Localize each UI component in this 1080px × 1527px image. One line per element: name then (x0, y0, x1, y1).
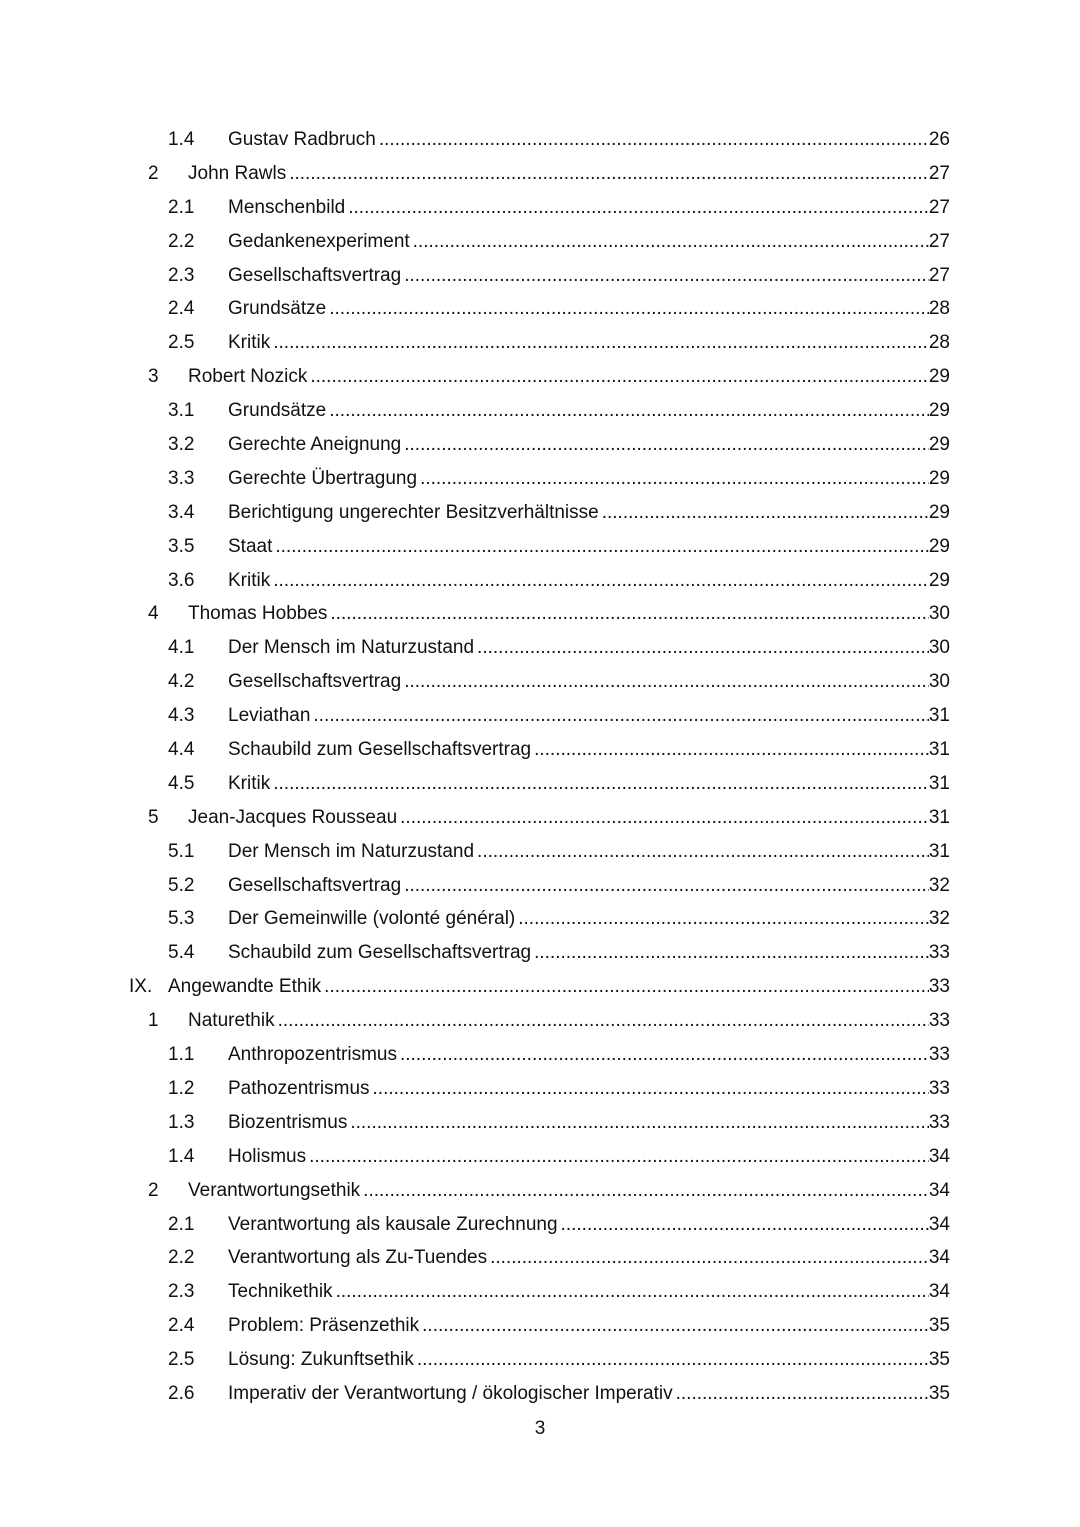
toc-dot-leader (329, 292, 929, 326)
toc-entry-title: Thomas Hobbes (188, 603, 328, 625)
toc-entry-number: 5.3 (168, 908, 195, 930)
toc-entry-line (228, 699, 950, 733)
toc-entry (0, 902, 1080, 936)
toc-entry-line (228, 665, 950, 699)
toc-entry-page: 35 (928, 1315, 950, 1337)
toc-entry-page: 26 (928, 129, 950, 150)
toc-entry-page: 29 (928, 535, 950, 557)
toc-entry-title: Kritik (228, 569, 271, 591)
toc-entry-number: 1.4 (168, 1145, 195, 1167)
toc-entry (0, 1004, 1080, 1038)
toc-dot-leader (273, 326, 929, 360)
toc-entry-line (228, 1343, 950, 1377)
toc-entry-number: 4.3 (168, 705, 195, 727)
toc-entry-number: 4.1 (168, 637, 195, 659)
toc-entry-number: 2.5 (168, 332, 195, 354)
toc-dot-leader (310, 360, 929, 394)
toc-entry-page: 31 (928, 705, 950, 727)
toc-entry-title: Problem: Präsenzethik (228, 1315, 420, 1337)
toc-dot-leader (404, 665, 929, 699)
toc-entry-line (228, 1072, 950, 1106)
toc-entry-line (228, 1038, 950, 1072)
toc-entry-number: 3.1 (168, 400, 195, 422)
toc-entry-title: Imperativ der Verantwortung / ökologischer Imperativ (228, 1382, 673, 1404)
toc-entry-line (228, 1275, 950, 1309)
toc-dot-leader (404, 428, 929, 462)
toc-entry-line (228, 1377, 950, 1411)
toc-entry-title: Biozentrismus (228, 1111, 348, 1133)
toc-entry-number: 3.4 (168, 501, 195, 523)
toc-entry (0, 733, 1080, 767)
toc-entry-title: Grundsätze (228, 400, 327, 422)
toc-entry-title: Jean-Jacques Rousseau (188, 806, 398, 828)
toc-entry-line (228, 631, 950, 665)
toc-dot-leader (336, 1275, 929, 1309)
toc-dot-leader (275, 530, 928, 564)
toc-entry-title: Schaubild zum Gesellschaftsvertrag (228, 739, 532, 761)
toc-entry-number: 4.2 (168, 671, 195, 693)
toc-dot-leader (363, 1174, 929, 1208)
toc-entry-page: 29 (928, 569, 950, 591)
toc-dot-leader (561, 1208, 929, 1242)
toc-entry-page: 27 (928, 264, 950, 286)
toc-entry-line (188, 1174, 950, 1208)
toc-entry (0, 123, 1080, 157)
toc-entry-number: 4.4 (168, 739, 195, 761)
toc-entry-title: Verantwortung als Zu-Tuendes (228, 1247, 488, 1269)
toc-entry-page: 29 (928, 366, 950, 388)
toc-entry-page: 30 (928, 603, 950, 625)
toc-entry-number: 1.1 (168, 1044, 195, 1066)
toc-dot-leader (289, 157, 929, 191)
toc-dot-leader (477, 631, 929, 665)
toc-entry-number: 3.3 (168, 467, 195, 489)
toc-dot-leader (273, 564, 929, 598)
toc-entry (0, 1208, 1080, 1242)
toc-entry-number: 5.4 (168, 942, 195, 964)
toc-entry-number: 3.5 (168, 535, 195, 557)
toc-entry-page: 33 (928, 1044, 950, 1066)
toc-entry-page: 29 (928, 400, 950, 422)
toc-entry-page: 31 (928, 739, 950, 761)
toc-entry-page: 27 (928, 162, 950, 184)
toc-dot-leader (400, 801, 929, 835)
toc-dot-leader (417, 1343, 929, 1377)
toc-entry-page: 33 (928, 1111, 950, 1133)
toc-entry-title: Gesellschaftsvertrag (228, 264, 402, 286)
toc-entry-page: 34 (928, 1281, 950, 1303)
toc-entry (0, 631, 1080, 665)
toc-entry (0, 1343, 1080, 1377)
toc-entry (0, 1174, 1080, 1208)
toc-entry-page: 30 (928, 671, 950, 693)
toc-entry (0, 699, 1080, 733)
toc-entry-title: Leviathan (228, 705, 311, 727)
toc-dot-leader (278, 1004, 929, 1038)
toc-entry-number: 5 (148, 806, 159, 828)
toc-dot-leader (413, 225, 929, 259)
toc-entry-title: Berichtigung ungerechter Besitzverhältnisse (228, 501, 599, 523)
toc-entry-number: IX. (129, 976, 153, 998)
toc-dot-leader (313, 699, 928, 733)
toc-entry (0, 564, 1080, 598)
toc-entry-line (228, 292, 950, 326)
toc-entry (0, 767, 1080, 801)
toc-entry-page: 31 (928, 806, 950, 828)
toc-entry-number: 4.5 (168, 772, 195, 794)
toc-entry-title: Gerechte Übertragung (228, 467, 418, 489)
toc-entry-line (228, 564, 950, 598)
toc-dot-leader (404, 259, 929, 293)
toc-entry-page: 34 (928, 1179, 950, 1201)
toc-entry-page: 32 (928, 908, 950, 930)
toc-entry-title: Lösung: Zukunftsethik (228, 1349, 414, 1371)
toc-entry-title: Gedankenexperiment (228, 230, 410, 252)
toc-entry-line (228, 225, 950, 259)
toc-entry-line (228, 902, 950, 936)
toc-dot-leader (477, 835, 929, 869)
toc-entry-page: 35 (928, 1349, 950, 1371)
toc-entry-title: Naturethik (188, 1010, 275, 1032)
toc-entry-number: 1.4 (168, 129, 195, 150)
toc-dot-leader (422, 1309, 929, 1343)
toc-entry (0, 1241, 1080, 1275)
toc-entry (0, 869, 1080, 903)
toc-entry-number: 2.2 (168, 1247, 195, 1269)
toc-entry-title: Kritik (228, 332, 271, 354)
toc-entry-number: 1 (148, 1010, 159, 1032)
toc-dot-leader (329, 394, 929, 428)
toc-dot-leader (400, 1038, 929, 1072)
toc-dot-leader (534, 936, 929, 970)
toc-entry (0, 259, 1080, 293)
toc-entry-line (228, 394, 950, 428)
toc-entry (0, 496, 1080, 530)
toc-entry-number: 1.2 (168, 1077, 195, 1099)
toc-dot-leader (309, 1140, 929, 1174)
toc-entry (0, 665, 1080, 699)
toc-entry-page: 31 (928, 772, 950, 794)
toc-entry (0, 1377, 1080, 1411)
toc-entry (0, 970, 1080, 1004)
toc-entry (0, 462, 1080, 496)
toc-dot-leader (273, 767, 929, 801)
toc-entry-number: 2.2 (168, 230, 195, 252)
toc-entry (0, 225, 1080, 259)
toc-entry-line (188, 360, 950, 394)
toc-entry-page: 33 (928, 942, 950, 964)
toc-entry-line (188, 1004, 950, 1038)
toc-entry (0, 801, 1080, 835)
toc-entry-title: Pathozentrismus (228, 1077, 370, 1099)
toc-entry-page: 27 (928, 230, 950, 252)
toc-entry-number: 2.1 (168, 1213, 195, 1235)
toc-entry-line (228, 259, 950, 293)
toc-dot-leader (350, 1106, 929, 1140)
toc-entry-title: Angewandte Ethik (168, 976, 322, 998)
toc-dot-leader (602, 496, 929, 530)
toc-entry-line (228, 428, 950, 462)
toc-entry-line (168, 970, 950, 1004)
toc-entry-line (228, 191, 950, 225)
toc-entry-number: 2.4 (168, 298, 195, 320)
toc-entry-number: 2.3 (168, 1281, 195, 1303)
toc-entry (0, 1106, 1080, 1140)
toc-entry-number: 2 (148, 1179, 159, 1201)
toc-dot-leader (373, 1072, 929, 1106)
toc-entry (0, 835, 1080, 869)
toc-entry-title: Kritik (228, 772, 271, 794)
toc-entry-line (228, 1241, 950, 1275)
toc-entry-title: Staat (228, 535, 273, 557)
toc-entry-page: 32 (928, 874, 950, 896)
toc-dot-leader (420, 462, 929, 496)
toc-entry-line (228, 767, 950, 801)
toc-dot-leader (404, 869, 929, 903)
toc-entry-number: 3.2 (168, 434, 195, 456)
toc-entry-title: Gesellschaftsvertrag (228, 874, 402, 896)
toc-entry-number: 5.2 (168, 874, 195, 896)
toc-entry-title: Der Mensch im Naturzustand (228, 840, 475, 862)
toc-entry (0, 360, 1080, 394)
toc-entry-line (228, 1106, 950, 1140)
toc-entry-line (188, 801, 950, 835)
toc-entry-title: John Rawls (188, 162, 287, 184)
toc-entry (0, 157, 1080, 191)
toc-dot-leader (490, 1241, 929, 1275)
toc-entry-page: 33 (928, 1077, 950, 1099)
toc-dot-leader (324, 970, 929, 1004)
toc-entry (0, 428, 1080, 462)
toc-entry-title: Holismus (228, 1145, 307, 1167)
toc-entry-title: Gerechte Aneignung (228, 434, 402, 456)
toc-entry (0, 191, 1080, 225)
toc-entry-title: Anthropozentrismus (228, 1044, 397, 1066)
toc-entry (0, 1140, 1080, 1174)
toc-dot-leader (534, 733, 929, 767)
toc-entry-line (188, 157, 950, 191)
toc-entry (0, 292, 1080, 326)
toc-entry-title: Der Gemeinwille (volonté général) (228, 908, 516, 930)
toc-entry-title: Grundsätze (228, 298, 327, 320)
toc-entry (0, 936, 1080, 970)
toc-entry-page: 28 (928, 332, 950, 354)
toc-entry-line (228, 1309, 950, 1343)
toc-entry-title: Gustav Radbruch (228, 129, 376, 150)
toc-entry-line (228, 123, 950, 157)
toc-entry-number: 5.1 (168, 840, 195, 862)
toc-dot-leader (379, 123, 929, 157)
toc-entry-line (228, 462, 950, 496)
toc-entry-line (228, 496, 950, 530)
toc-entry-number: 2.4 (168, 1315, 195, 1337)
toc-entry-page: 31 (928, 840, 950, 862)
toc-entry-page: 28 (928, 298, 950, 320)
toc-entry-number: 4 (148, 603, 159, 625)
toc-entry-line (228, 1208, 950, 1242)
toc-entry-page: 29 (928, 434, 950, 456)
toc-entry-number: 2 (148, 162, 159, 184)
toc-entry-page: 34 (928, 1213, 950, 1235)
toc-entry-page: 35 (928, 1382, 950, 1404)
toc-entry-number: 2.1 (168, 196, 195, 218)
toc-dot-leader (330, 597, 928, 631)
toc-entry-number: 1.3 (168, 1111, 195, 1133)
toc-entry (0, 1309, 1080, 1343)
toc-dot-leader (348, 191, 929, 225)
page-number: 3 (534, 1418, 546, 1439)
toc-entry-line (228, 869, 950, 903)
toc-entry-page: 34 (928, 1247, 950, 1269)
toc-entry-number: 3.6 (168, 569, 195, 591)
toc-entry (0, 597, 1080, 631)
toc-entry (0, 1275, 1080, 1309)
toc-entry-title: Robert Nozick (188, 366, 308, 388)
toc-entry-line (188, 597, 950, 631)
toc-entry-line (228, 835, 950, 869)
toc-entry (0, 326, 1080, 360)
toc-entry-line (228, 530, 950, 564)
toc-entry-page: 29 (928, 501, 950, 523)
toc-entry-line (228, 733, 950, 767)
toc-entry-page: 30 (928, 637, 950, 659)
toc-entry-title: Verantwortung als kausale Zurechnung (228, 1213, 558, 1235)
toc-entry (0, 530, 1080, 564)
toc-entry-title: Verantwortungsethik (188, 1179, 361, 1201)
toc-entry-title: Gesellschaftsvertrag (228, 671, 402, 693)
toc-entry-number: 2.6 (168, 1382, 195, 1404)
toc-entry-number: 2.5 (168, 1349, 195, 1371)
toc-entry-page: 33 (928, 1010, 950, 1032)
toc-entry-title: Der Mensch im Naturzustand (228, 637, 475, 659)
toc-entry-title: Menschenbild (228, 196, 346, 218)
toc-entry-page: 33 (928, 976, 950, 998)
toc-entry-page: 29 (928, 467, 950, 489)
toc-entry (0, 394, 1080, 428)
toc-entry-page: 34 (928, 1145, 950, 1167)
toc-dot-leader (518, 902, 929, 936)
toc-entry-number: 3 (148, 366, 159, 388)
toc-entry (0, 1072, 1080, 1106)
table-of-contents (0, 123, 1080, 1411)
toc-entry-line (228, 936, 950, 970)
toc-entry-number: 2.3 (168, 264, 195, 286)
toc-entry-title: Technikethik (228, 1281, 333, 1303)
toc-entry-line (228, 326, 950, 360)
toc-entry-line (228, 1140, 950, 1174)
toc-entry (0, 1038, 1080, 1072)
toc-entry-title: Schaubild zum Gesellschaftsvertrag (228, 942, 532, 964)
toc-entry-page: 27 (928, 196, 950, 218)
toc-dot-leader (676, 1377, 929, 1411)
